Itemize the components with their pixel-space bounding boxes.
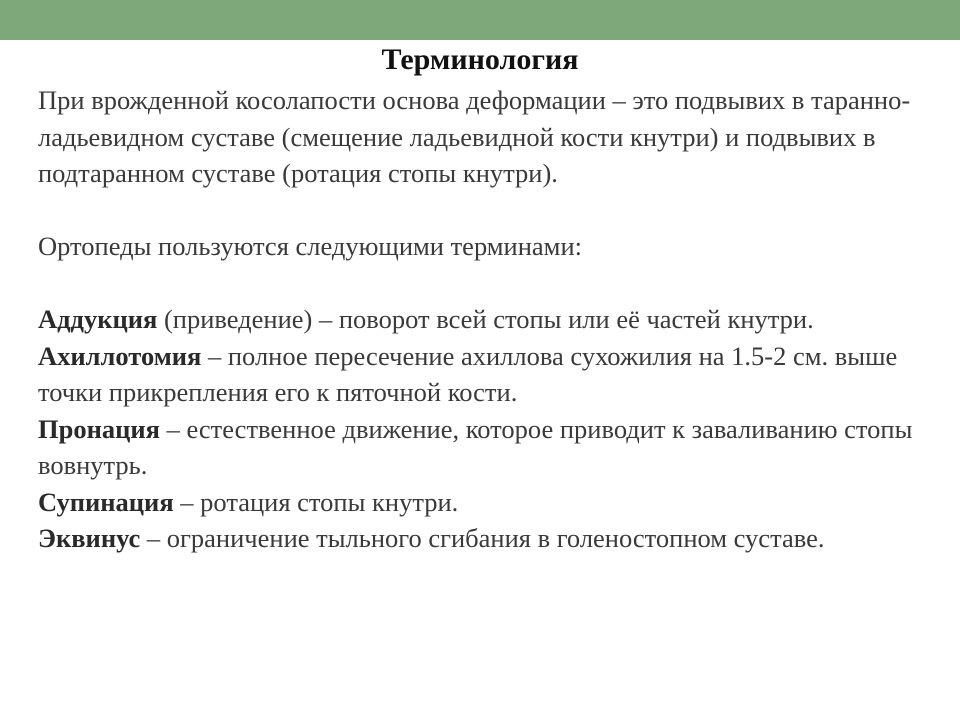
term-definition: – ротация стопы кнутри. <box>173 486 459 517</box>
term-definition: – полное пересечение ахиллова сухожилия на 1.5-2 см. выше точки прикрепления его к пяточной кости. <box>38 340 898 407</box>
term-name: Ахиллотомия <box>38 340 202 371</box>
term-name: Аддукция <box>38 304 158 334</box>
term-name: Эквинус <box>38 523 141 553</box>
spacer <box>38 192 938 229</box>
term-item <box>38 338 938 411</box>
intro-paragraph: При врожденной косолапости основа деформации – это подвывих в таранно-ладьевидном суставе (смещение ладьевидной кости кнутри) и подвывих в подтаранном суставе (ротация стопы кнутри). <box>38 85 911 188</box>
slide-title: Терминология <box>381 43 579 76</box>
term-item <box>38 301 938 338</box>
top-accent-bar <box>0 0 960 40</box>
term-definition: (приведение) – поворот всей стопы или её частей кнутри. <box>157 304 814 334</box>
spacer <box>38 265 938 302</box>
term-item <box>38 484 938 521</box>
term-item <box>38 411 938 484</box>
lead-paragraph: Ортопеды пользуются следующими терминами: <box>38 231 583 261</box>
term-name: Супинация <box>38 486 174 517</box>
term-name: Пронация <box>38 413 160 444</box>
term-item <box>38 520 938 557</box>
slide-body <box>38 82 938 557</box>
term-definition: – естественное движение, которое приводит к заваливанию стопы вовнутрь. <box>38 413 913 480</box>
term-definition: – ограничение тыльного сгибания в голеностопном суставе. <box>140 523 825 553</box>
